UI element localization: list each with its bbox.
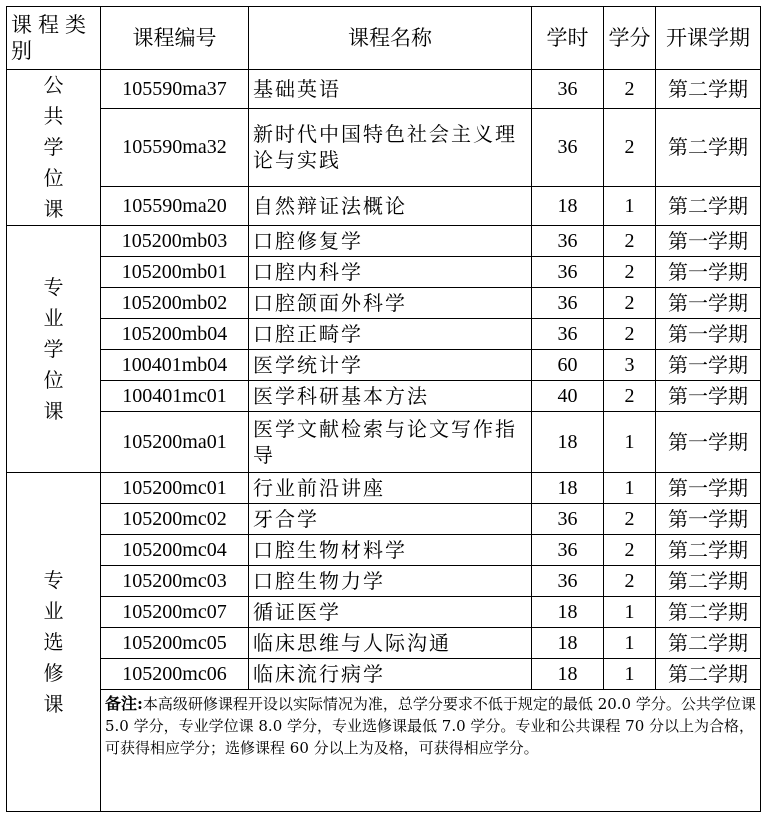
course-credits: 2 bbox=[604, 257, 656, 288]
course-name: 口腔内科学 bbox=[249, 257, 532, 288]
course-name: 循证医学 bbox=[249, 597, 532, 628]
note-label: 备注: bbox=[105, 694, 143, 713]
course-code: 100401mb04 bbox=[101, 350, 249, 381]
table-row bbox=[7, 109, 761, 186]
course-hours: 60 bbox=[532, 350, 604, 381]
category-cell bbox=[7, 70, 101, 226]
course-semester: 第二学期 bbox=[656, 566, 761, 597]
course-code: 105200mc07 bbox=[101, 597, 249, 628]
table-row bbox=[7, 70, 761, 109]
course-table bbox=[6, 6, 761, 812]
course-hours: 18 bbox=[532, 186, 604, 225]
course-code: 105200mc04 bbox=[101, 535, 249, 566]
course-hours: 36 bbox=[532, 109, 604, 186]
note-text: 本高级研修课程开设以实际情况为准，总学分要求不低于规定的最低 20.0 学分。公共学位课 5.0 学分，专业学位课 8.0 学分，专业选修课最低 7.0 学分。专业和公共课程 70 分以上为合格，可获得相应学分；选修课程 60 分以上为及格，可获得相应学分。 bbox=[105, 695, 756, 757]
course-hours: 36 bbox=[532, 319, 604, 350]
table-row bbox=[7, 535, 761, 566]
course-semester: 第二学期 bbox=[656, 628, 761, 659]
header-semester: 开课学期 bbox=[656, 7, 761, 70]
note-row bbox=[7, 690, 761, 812]
table-row bbox=[7, 473, 761, 504]
course-credits: 1 bbox=[604, 597, 656, 628]
table-row bbox=[7, 288, 761, 319]
course-hours: 36 bbox=[532, 257, 604, 288]
table-row bbox=[7, 597, 761, 628]
course-name: 口腔颌面外科学 bbox=[249, 288, 532, 319]
course-credits: 2 bbox=[604, 566, 656, 597]
course-hours: 36 bbox=[532, 535, 604, 566]
course-name: 新时代中国特色社会主义理论与实践 bbox=[249, 109, 532, 186]
header-hours: 学时 bbox=[532, 7, 604, 70]
table-row bbox=[7, 628, 761, 659]
course-hours: 36 bbox=[532, 566, 604, 597]
course-semester: 第二学期 bbox=[656, 186, 761, 225]
table-row bbox=[7, 226, 761, 257]
course-credits: 1 bbox=[604, 473, 656, 504]
course-hours: 18 bbox=[532, 597, 604, 628]
header-category: 课程类别 bbox=[7, 7, 101, 70]
course-semester: 第二学期 bbox=[656, 597, 761, 628]
course-code: 105200mb04 bbox=[101, 319, 249, 350]
course-credits: 2 bbox=[604, 109, 656, 186]
course-name: 临床流行病学 bbox=[249, 659, 532, 690]
course-credits: 2 bbox=[604, 70, 656, 109]
course-code: 105200mb03 bbox=[101, 226, 249, 257]
course-semester: 第一学期 bbox=[656, 504, 761, 535]
course-semester: 第二学期 bbox=[656, 70, 761, 109]
course-credits: 1 bbox=[604, 412, 656, 473]
course-name: 临床思维与人际沟通 bbox=[249, 628, 532, 659]
course-name: 行业前沿讲座 bbox=[249, 473, 532, 504]
category-cell bbox=[7, 226, 101, 473]
course-hours: 18 bbox=[532, 628, 604, 659]
course-code: 105200mb01 bbox=[101, 257, 249, 288]
course-credits: 3 bbox=[604, 350, 656, 381]
course-code: 105200mc03 bbox=[101, 566, 249, 597]
course-credits: 1 bbox=[604, 628, 656, 659]
course-code: 105590ma37 bbox=[101, 70, 249, 109]
table-row bbox=[7, 659, 761, 690]
course-semester: 第一学期 bbox=[656, 288, 761, 319]
course-name: 口腔修复学 bbox=[249, 226, 532, 257]
course-name: 口腔生物材料学 bbox=[249, 535, 532, 566]
table-row bbox=[7, 566, 761, 597]
header-credits: 学分 bbox=[604, 7, 656, 70]
course-code: 100401mc01 bbox=[101, 381, 249, 412]
table-row bbox=[7, 319, 761, 350]
note-cell bbox=[101, 690, 761, 812]
course-credits: 1 bbox=[604, 186, 656, 225]
category-cell bbox=[7, 473, 101, 812]
table-row bbox=[7, 412, 761, 473]
course-credits: 2 bbox=[604, 535, 656, 566]
course-hours: 40 bbox=[532, 381, 604, 412]
course-credits: 2 bbox=[604, 381, 656, 412]
table-row bbox=[7, 257, 761, 288]
course-semester: 第一学期 bbox=[656, 257, 761, 288]
course-hours: 36 bbox=[532, 226, 604, 257]
course-name: 医学统计学 bbox=[249, 350, 532, 381]
course-name: 医学科研基本方法 bbox=[249, 381, 532, 412]
course-hours: 18 bbox=[532, 412, 604, 473]
course-code: 105590ma32 bbox=[101, 109, 249, 186]
course-name: 口腔生物力学 bbox=[249, 566, 532, 597]
category-label: 公共学位课 bbox=[43, 73, 64, 221]
course-credits: 2 bbox=[604, 226, 656, 257]
course-semester: 第二学期 bbox=[656, 535, 761, 566]
header-name: 课程名称 bbox=[249, 7, 532, 70]
course-name: 医学文献检索与论文写作指导 bbox=[249, 412, 532, 473]
course-semester: 第二学期 bbox=[656, 659, 761, 690]
course-semester: 第二学期 bbox=[656, 109, 761, 186]
table-row bbox=[7, 504, 761, 535]
course-credits: 1 bbox=[604, 659, 656, 690]
course-hours: 36 bbox=[532, 288, 604, 319]
course-name: 口腔正畸学 bbox=[249, 319, 532, 350]
header-row bbox=[7, 7, 761, 70]
course-credits: 2 bbox=[604, 288, 656, 319]
category-label: 专业选修课 bbox=[43, 567, 64, 716]
course-hours: 36 bbox=[532, 504, 604, 535]
course-semester: 第一学期 bbox=[656, 412, 761, 473]
course-code: 105200ma01 bbox=[101, 412, 249, 473]
course-hours: 36 bbox=[532, 70, 604, 109]
course-hours: 18 bbox=[532, 473, 604, 504]
course-name: 牙合学 bbox=[249, 504, 532, 535]
course-code: 105200mc02 bbox=[101, 504, 249, 535]
course-name: 基础英语 bbox=[249, 70, 532, 109]
course-semester: 第一学期 bbox=[656, 226, 761, 257]
header-code: 课程编号 bbox=[101, 7, 249, 70]
course-name: 自然辩证法概论 bbox=[249, 186, 532, 225]
course-code: 105200mc01 bbox=[101, 473, 249, 504]
course-hours: 18 bbox=[532, 659, 604, 690]
course-credits: 2 bbox=[604, 319, 656, 350]
table-row bbox=[7, 350, 761, 381]
category-label: 专业学位课 bbox=[43, 274, 64, 423]
course-code: 105590ma20 bbox=[101, 186, 249, 225]
course-code: 105200mc05 bbox=[101, 628, 249, 659]
course-semester: 第一学期 bbox=[656, 350, 761, 381]
table-row bbox=[7, 381, 761, 412]
course-semester: 第一学期 bbox=[656, 319, 761, 350]
course-credits: 2 bbox=[604, 504, 656, 535]
course-code: 105200mc06 bbox=[101, 659, 249, 690]
course-semester: 第一学期 bbox=[656, 381, 761, 412]
course-code: 105200mb02 bbox=[101, 288, 249, 319]
course-semester: 第一学期 bbox=[656, 473, 761, 504]
table-row bbox=[7, 186, 761, 225]
